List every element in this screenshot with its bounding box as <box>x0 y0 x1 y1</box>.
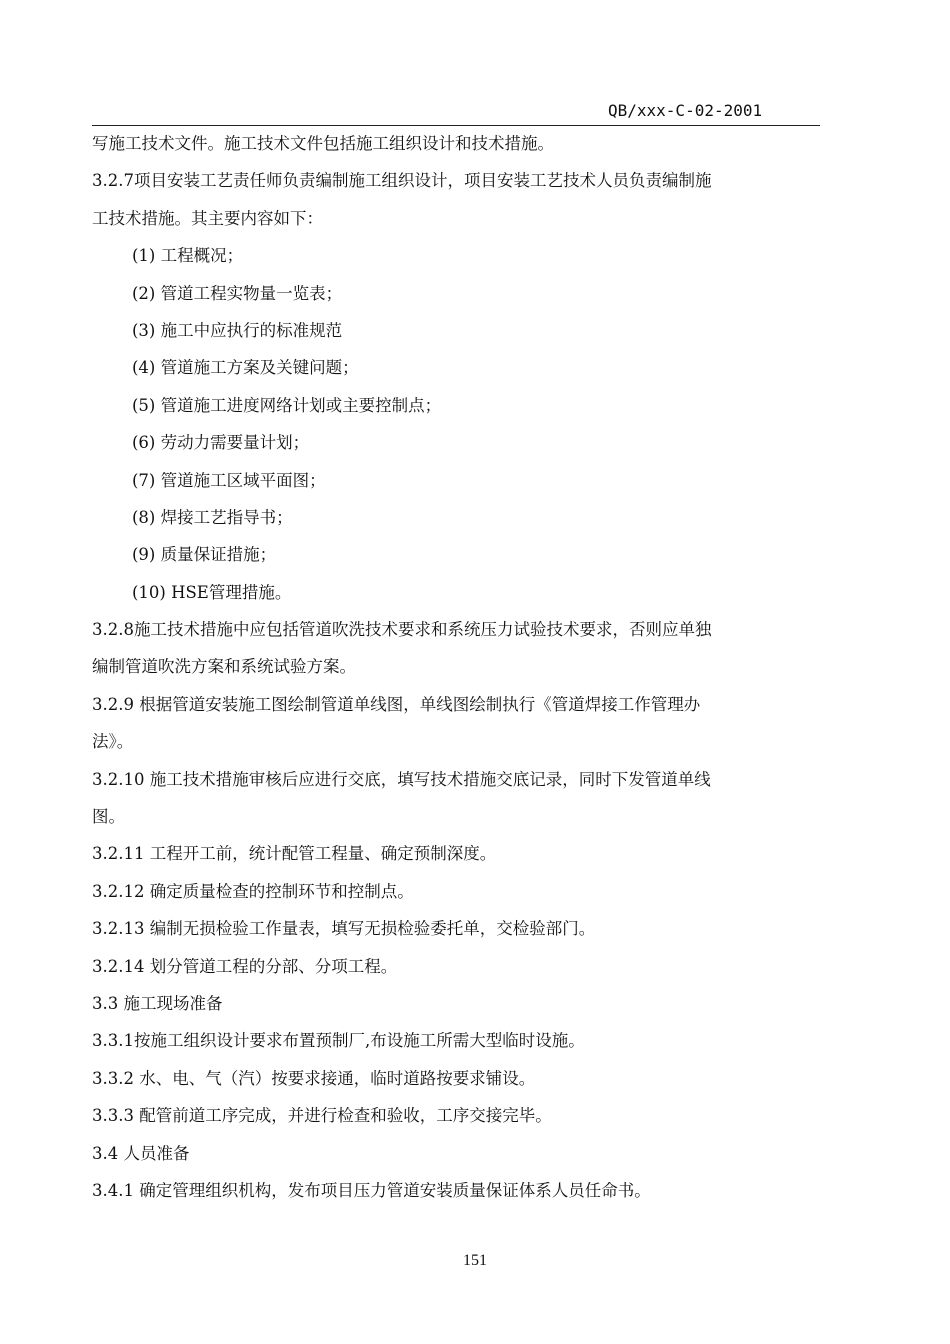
paragraph-line: 3.2.9 根据管道安装施工图绘制管道单线图，单线图绘制执行《管道焊接工作管理办 <box>92 694 701 714</box>
paragraph-line: 3.2.13 编制无损检验工作量表，填写无损检验委托单，交检验部门。 <box>92 919 596 939</box>
paragraph-line: 图。 <box>92 807 125 827</box>
paragraph-line: 3.2.14 划分管道工程的分部、分项工程。 <box>92 956 398 976</box>
document-code: QB/xxx-C-02-2001 <box>608 101 763 120</box>
list-item: (8) 焊接工艺指导书； <box>132 507 293 527</box>
list-item: (6) 劳动力需要量计划； <box>132 433 310 453</box>
paragraph-line: 3.4 人员准备 <box>92 1143 190 1163</box>
paragraph-line: 3.4.1 确定管理组织机构，发布项目压力管道安装质量保证体系人员任命书。 <box>92 1180 651 1200</box>
paragraph-line: 工技术措施。其主要内容如下： <box>92 208 323 228</box>
list-item: (9) 质量保证措施； <box>132 545 277 565</box>
paragraph-line: 3.3 施工现场准备 <box>92 993 223 1013</box>
paragraph-line: 3.2.12 确定质量检查的控制环节和控制点。 <box>92 881 414 901</box>
paragraph-line: 3.2.11 工程开工前，统计配管工程量、确定预制深度。 <box>92 844 497 864</box>
header-rule <box>92 125 820 126</box>
paragraph-line: 3.2.8施工技术措施中应包括管道吹洗技术要求和系统压力试验技术要求，否则应单独 <box>92 620 712 640</box>
list-item: (2) 管道工程实物量一览表； <box>132 283 343 303</box>
list-item: (7) 管道施工区域平面图； <box>132 470 326 490</box>
body-text <box>92 130 824 1214</box>
paragraph-line: 3.3.2 水、电、气（汽）按要求接通，临时道路按要求铺设。 <box>92 1068 536 1088</box>
list-item: (5) 管道施工进度网络计划或主要控制点； <box>132 395 442 415</box>
list-item: (10) HSE管理措施。 <box>132 582 292 602</box>
paragraph-line: 写施工技术文件。施工技术文件包括施工组织设计和技术措施。 <box>92 134 554 153</box>
paragraph-line: 编制管道吹洗方案和系统试验方案。 <box>92 657 356 677</box>
page-number: 151 <box>463 1252 487 1269</box>
paragraph-line: 3.2.10 施工技术措施审核后应进行交底，填写技术措施交底记录，同时下发管道单线 <box>92 769 711 789</box>
paragraph-line: 法》。 <box>92 732 134 752</box>
paragraph-line: 3.3.3 配管前道工序完成，并进行检查和验收，工序交接完毕。 <box>92 1106 552 1126</box>
paragraph-line: 3.3.1按施工组织设计要求布置预制厂,布设施工所需大型临时设施。 <box>92 1031 585 1051</box>
list-item: (3) 施工中应执行的标准规范 <box>132 320 343 340</box>
list-item: (4) 管道施工方案及关键问题； <box>132 358 359 378</box>
paragraph-line: 3.2.7项目安装工艺责任师负责编制施工组织设计，项目安装工艺技术人员负责编制施 <box>92 171 712 191</box>
list-item: (1) 工程概况； <box>132 246 244 266</box>
